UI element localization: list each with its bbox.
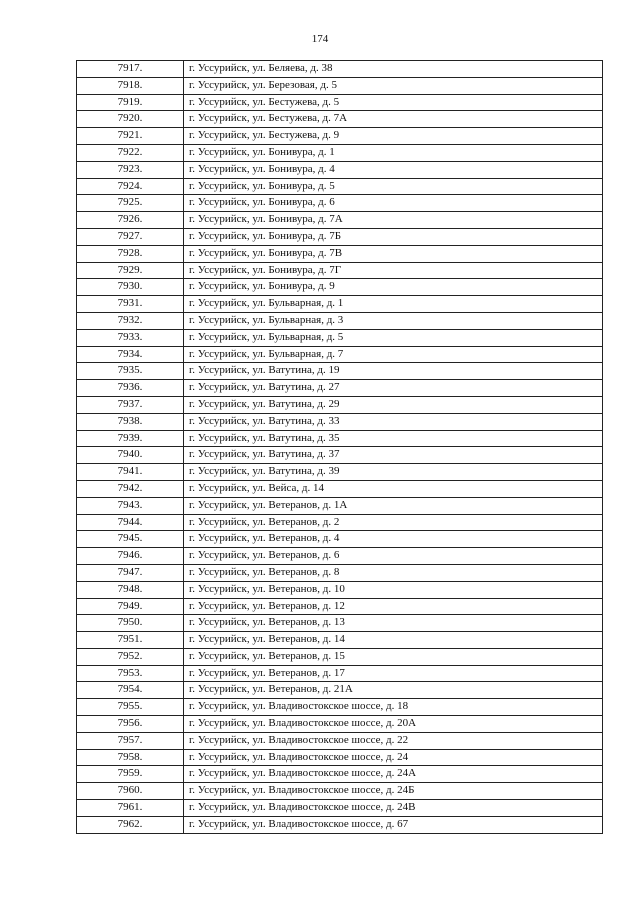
address-cell: г. Уссурийск, ул. Бульварная, д. 7 [184, 346, 603, 363]
address-cell: г. Уссурийск, ул. Ватутина, д. 37 [184, 447, 603, 464]
row-number-cell: 7954. [77, 682, 184, 699]
row-number-cell: 7932. [77, 312, 184, 329]
table-row [77, 346, 603, 363]
table-row [77, 161, 603, 178]
table-row [77, 716, 603, 733]
table-row [77, 732, 603, 749]
table-row [77, 144, 603, 161]
address-cell: г. Уссурийск, ул. Вейса, д. 14 [184, 480, 603, 497]
table-row [77, 329, 603, 346]
row-number-cell: 7924. [77, 178, 184, 195]
address-cell: г. Уссурийск, ул. Ветеранов, д. 1А [184, 497, 603, 514]
row-number-cell: 7959. [77, 766, 184, 783]
table-row [77, 396, 603, 413]
table-row [77, 94, 603, 111]
address-cell: г. Уссурийск, ул. Ветеранов, д. 13 [184, 615, 603, 632]
row-number-cell: 7955. [77, 699, 184, 716]
address-cell: г. Уссурийск, ул. Ватутина, д. 33 [184, 413, 603, 430]
table-row [77, 548, 603, 565]
row-number-cell: 7956. [77, 716, 184, 733]
table-row [77, 296, 603, 313]
address-cell: г. Уссурийск, ул. Ветеранов, д. 12 [184, 598, 603, 615]
address-cell: г. Уссурийск, ул. Бонивура, д. 9 [184, 279, 603, 296]
row-number-cell: 7962. [77, 816, 184, 833]
table-row [77, 783, 603, 800]
address-table-body [77, 61, 603, 834]
address-cell: г. Уссурийск, ул. Владивостокское шоссе, д. 22 [184, 732, 603, 749]
table-row [77, 480, 603, 497]
row-number-cell: 7949. [77, 598, 184, 615]
row-number-cell: 7918. [77, 77, 184, 94]
table-row [77, 228, 603, 245]
row-number-cell: 7936. [77, 380, 184, 397]
address-cell: г. Уссурийск, ул. Владивостокское шоссе, д. 24В [184, 800, 603, 817]
row-number-cell: 7921. [77, 128, 184, 145]
address-cell: г. Уссурийск, ул. Ватутина, д. 39 [184, 464, 603, 481]
row-number-cell: 7940. [77, 447, 184, 464]
address-cell: г. Уссурийск, ул. Ветеранов, д. 6 [184, 548, 603, 565]
row-number-cell: 7957. [77, 732, 184, 749]
table-row [77, 178, 603, 195]
address-cell: г. Уссурийск, ул. Ветеранов, д. 14 [184, 632, 603, 649]
row-number-cell: 7923. [77, 161, 184, 178]
row-number-cell: 7928. [77, 245, 184, 262]
table-row [77, 699, 603, 716]
address-cell: г. Уссурийск, ул. Ветеранов, д. 10 [184, 581, 603, 598]
row-number-cell: 7931. [77, 296, 184, 313]
address-cell: г. Уссурийск, ул. Бонивура, д. 6 [184, 195, 603, 212]
row-number-cell: 7925. [77, 195, 184, 212]
table-row [77, 665, 603, 682]
row-number-cell: 7920. [77, 111, 184, 128]
table-row [77, 430, 603, 447]
table-row [77, 464, 603, 481]
row-number-cell: 7917. [77, 61, 184, 78]
address-table [76, 60, 603, 834]
table-row [77, 245, 603, 262]
table-row [77, 128, 603, 145]
row-number-cell: 7942. [77, 480, 184, 497]
table-row [77, 615, 603, 632]
row-number-cell: 7960. [77, 783, 184, 800]
address-cell: г. Уссурийск, ул. Бестужева, д. 7А [184, 111, 603, 128]
address-cell: г. Уссурийск, ул. Беляева, д. 38 [184, 61, 603, 78]
table-row [77, 279, 603, 296]
address-cell: г. Уссурийск, ул. Ветеранов, д. 15 [184, 648, 603, 665]
table-row [77, 514, 603, 531]
row-number-cell: 7950. [77, 615, 184, 632]
row-number-cell: 7929. [77, 262, 184, 279]
table-row [77, 61, 603, 78]
row-number-cell: 7939. [77, 430, 184, 447]
row-number-cell: 7947. [77, 564, 184, 581]
address-cell: г. Уссурийск, ул. Владивостокское шоссе, д. 67 [184, 816, 603, 833]
table-row [77, 632, 603, 649]
row-number-cell: 7948. [77, 581, 184, 598]
row-number-cell: 7938. [77, 413, 184, 430]
address-cell: г. Уссурийск, ул. Ветеранов, д. 2 [184, 514, 603, 531]
row-number-cell: 7958. [77, 749, 184, 766]
table-row [77, 749, 603, 766]
address-cell: г. Уссурийск, ул. Ватутина, д. 27 [184, 380, 603, 397]
table-row [77, 766, 603, 783]
row-number-cell: 7926. [77, 212, 184, 229]
table-row [77, 581, 603, 598]
row-number-cell: 7935. [77, 363, 184, 380]
row-number-cell: 7941. [77, 464, 184, 481]
table-row [77, 816, 603, 833]
table-row [77, 262, 603, 279]
address-cell: г. Уссурийск, ул. Бестужева, д. 9 [184, 128, 603, 145]
row-number-cell: 7919. [77, 94, 184, 111]
address-cell: г. Уссурийск, ул. Владивостокское шоссе, д. 20А [184, 716, 603, 733]
row-number-cell: 7922. [77, 144, 184, 161]
row-number-cell: 7944. [77, 514, 184, 531]
address-cell: г. Уссурийск, ул. Владивостокское шоссе, д. 24 [184, 749, 603, 766]
address-cell: г. Уссурийск, ул. Бонивура, д. 7В [184, 245, 603, 262]
table-row [77, 598, 603, 615]
address-cell: г. Уссурийск, ул. Ветеранов, д. 8 [184, 564, 603, 581]
table-row [77, 77, 603, 94]
address-cell: г. Уссурийск, ул. Бонивура, д. 7Г [184, 262, 603, 279]
row-number-cell: 7930. [77, 279, 184, 296]
address-cell: г. Уссурийск, ул. Владивостокское шоссе, д. 18 [184, 699, 603, 716]
row-number-cell: 7933. [77, 329, 184, 346]
address-cell: г. Уссурийск, ул. Владивостокское шоссе, д. 24Б [184, 783, 603, 800]
table-row [77, 648, 603, 665]
row-number-cell: 7934. [77, 346, 184, 363]
row-number-cell: 7953. [77, 665, 184, 682]
table-row [77, 380, 603, 397]
row-number-cell: 7961. [77, 800, 184, 817]
table-row [77, 363, 603, 380]
address-cell: г. Уссурийск, ул. Ватутина, д. 19 [184, 363, 603, 380]
address-cell: г. Уссурийск, ул. Ватутина, д. 29 [184, 396, 603, 413]
address-cell: г. Уссурийск, ул. Бонивура, д. 5 [184, 178, 603, 195]
table-row [77, 312, 603, 329]
address-cell: г. Уссурийск, ул. Владивостокское шоссе, д. 24А [184, 766, 603, 783]
address-cell: г. Уссурийск, ул. Ветеранов, д. 4 [184, 531, 603, 548]
address-cell: г. Уссурийск, ул. Ватутина, д. 35 [184, 430, 603, 447]
row-number-cell: 7952. [77, 648, 184, 665]
row-number-cell: 7927. [77, 228, 184, 245]
address-cell: г. Уссурийск, ул. Бонивура, д. 7А [184, 212, 603, 229]
address-cell: г. Уссурийск, ул. Бонивура, д. 7Б [184, 228, 603, 245]
table-row [77, 413, 603, 430]
row-number-cell: 7945. [77, 531, 184, 548]
table-row [77, 111, 603, 128]
table-row [77, 195, 603, 212]
table-row [77, 800, 603, 817]
address-cell: г. Уссурийск, ул. Бонивура, д. 4 [184, 161, 603, 178]
row-number-cell: 7943. [77, 497, 184, 514]
row-number-cell: 7946. [77, 548, 184, 565]
table-row [77, 497, 603, 514]
table-row [77, 682, 603, 699]
address-cell: г. Уссурийск, ул. Березовая, д. 5 [184, 77, 603, 94]
address-cell: г. Уссурийск, ул. Ветеранов, д. 21А [184, 682, 603, 699]
address-cell: г. Уссурийск, ул. Ветеранов, д. 17 [184, 665, 603, 682]
address-cell: г. Уссурийск, ул. Бульварная, д. 1 [184, 296, 603, 313]
address-cell: г. Уссурийск, ул. Бульварная, д. 5 [184, 329, 603, 346]
row-number-cell: 7937. [77, 396, 184, 413]
address-cell: г. Уссурийск, ул. Бестужева, д. 5 [184, 94, 603, 111]
address-cell: г. Уссурийск, ул. Бульварная, д. 3 [184, 312, 603, 329]
table-row [77, 447, 603, 464]
row-number-cell: 7951. [77, 632, 184, 649]
page-number: 174 [311, 33, 329, 45]
table-row [77, 531, 603, 548]
table-row [77, 564, 603, 581]
table-row [77, 212, 603, 229]
address-cell: г. Уссурийск, ул. Бонивура, д. 1 [184, 144, 603, 161]
